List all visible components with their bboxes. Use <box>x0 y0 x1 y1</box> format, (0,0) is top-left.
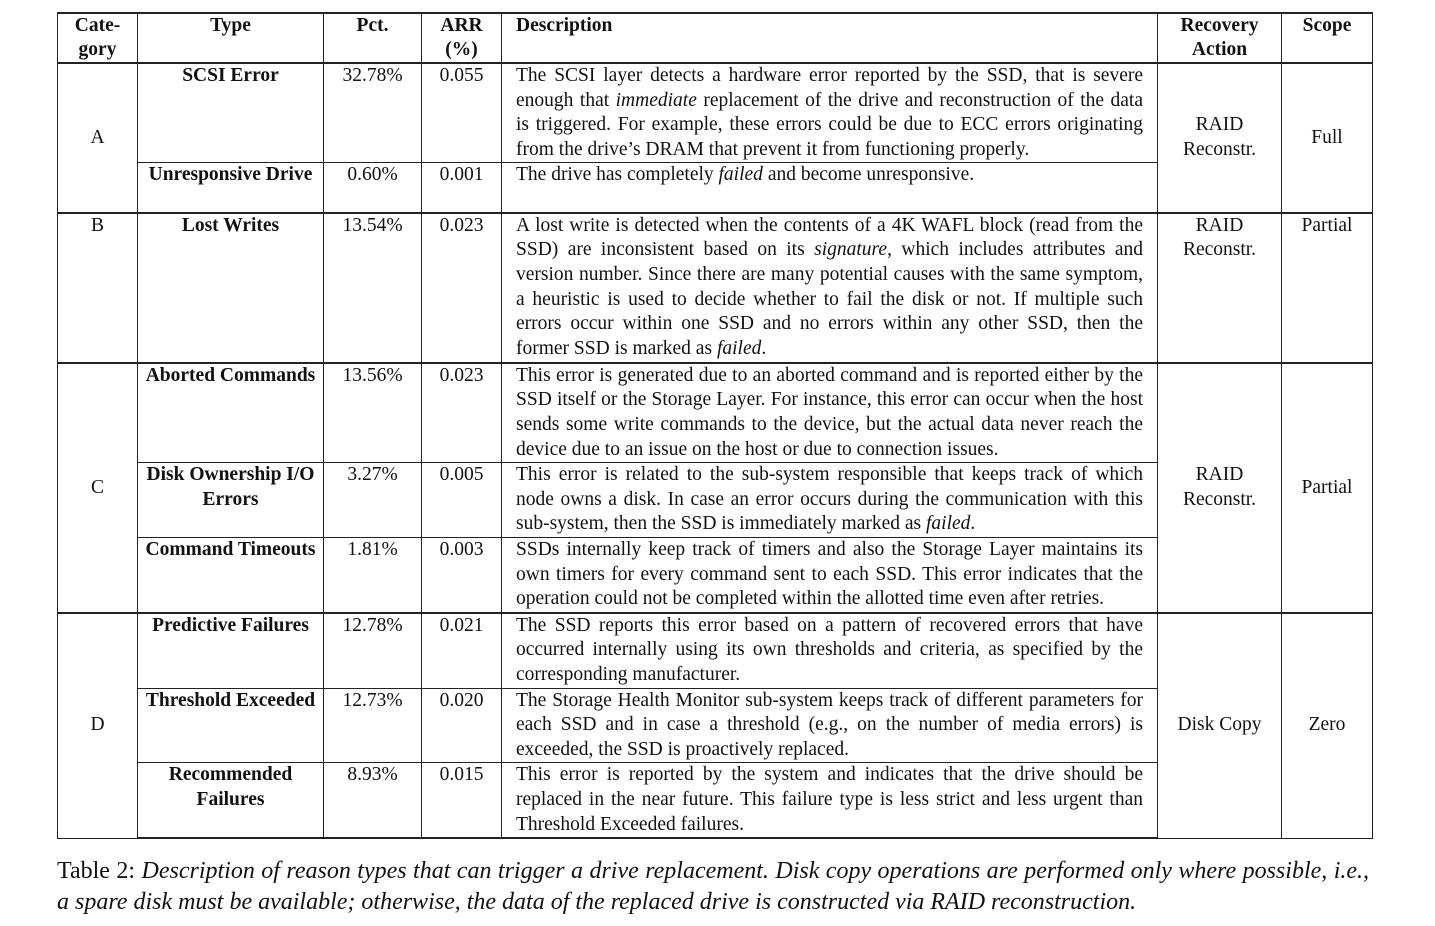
type-cell: Threshold Exceeded <box>138 688 324 763</box>
table-row <box>58 613 1373 688</box>
description-cell: This error is generated due to an aborted command and is reported either by the SSD itself or the Storage Layer. For instance, this error can occur when the host sends some write commands to the device, but the actual data never reach the device due to an issue on the host or due to connection issues. <box>502 363 1158 463</box>
type-cell: SCSI Error <box>138 63 324 163</box>
type-cell: Aborted Commands <box>138 363 324 463</box>
arr-cell: 0.055 <box>422 63 502 163</box>
type-cell: Command Timeouts <box>138 538 324 613</box>
pct-cell: 12.73% <box>324 688 422 763</box>
scope-cell: Full <box>1282 63 1373 213</box>
header-type: Type <box>138 13 324 63</box>
arr-cell: 0.003 <box>422 538 502 613</box>
description-cell: SSDs internally keep track of timers and also the Storage Layer maintains its own timers for every command sent to each SSD. This error indicates that the operation could not be completed within the allotted time even after retries. <box>502 538 1158 613</box>
header-row <box>58 13 1373 63</box>
table-caption <box>57 856 1369 918</box>
header-arr: ARR (%) <box>422 13 502 63</box>
recovery-action-cell: RAID Reconstr. <box>1158 63 1282 213</box>
arr-cell: 0.023 <box>422 213 502 363</box>
category-cell: C <box>58 363 138 613</box>
category-cell: B <box>58 213 138 363</box>
arr-cell: 0.005 <box>422 463 502 538</box>
recovery-action-cell: Disk Copy <box>1158 613 1282 838</box>
header-description: Description <box>502 13 1158 63</box>
type-cell: Disk Ownership I/O Errors <box>138 463 324 538</box>
arr-cell: 0.021 <box>422 613 502 688</box>
table-row <box>58 63 1373 163</box>
arr-cell: 0.023 <box>422 363 502 463</box>
category-cell: D <box>58 613 138 838</box>
description-cell: The SSD reports this error based on a pattern of recovered errors that have occurred internally using its own thresholds and criteria, as specified by the corresponding manufacturer. <box>502 613 1158 688</box>
pct-cell: 13.56% <box>324 363 422 463</box>
header-scope: Scope <box>1282 13 1373 63</box>
arr-cell: 0.020 <box>422 688 502 763</box>
scope-cell: Partial <box>1282 363 1373 613</box>
scope-cell: Zero <box>1282 613 1373 838</box>
description-cell: This error is related to the sub-system responsible that keeps track of which node owns a disk. In case an error occurs during the communication with this sub-system, then the SSD is immediately marked as failed. <box>502 463 1158 538</box>
description-cell: A lost write is detected when the contents of a 4K WAFL block (read from the SSD) are inconsistent based on its signature, which includes attributes and version number. Since there are many potential causes with the same symptom, a heuristic is used to decide whether to fail the disk or not. If multiple such errors occur within one SSD and no errors within any other SSD, then the former SSD is marked as failed. <box>502 213 1158 363</box>
pct-cell: 1.81% <box>324 538 422 613</box>
table-row <box>58 213 1373 363</box>
header-pct: Pct. <box>324 13 422 63</box>
type-cell: Recommended Failures <box>138 763 324 838</box>
caption-text: Description of reason types that can trigger a drive replacement. Disk copy operations are performed only where possible, i.e., a spare disk must be available; otherwise, the data of the replaced drive is constructed via RAID reconstruction. <box>57 858 1370 915</box>
recovery-action-cell: RAID Reconstr. <box>1158 213 1282 363</box>
pct-cell: 12.78% <box>324 613 422 688</box>
type-cell: Predictive Failures <box>138 613 324 688</box>
recovery-action-cell: RAID Reconstr. <box>1158 363 1282 613</box>
scope-cell: Partial <box>1282 213 1373 363</box>
caption-label: Table 2: <box>57 858 136 884</box>
category-cell: A <box>58 63 138 213</box>
type-cell: Lost Writes <box>138 213 324 363</box>
pct-cell: 0.60% <box>324 163 422 213</box>
arr-cell: 0.015 <box>422 763 502 838</box>
pct-cell: 13.54% <box>324 213 422 363</box>
description-cell: This error is reported by the system and indicates that the drive should be replaced in the near future. This failure type is less strict and less urgent than Threshold Exceeded failures. <box>502 763 1158 838</box>
reason-types-table <box>57 12 1373 839</box>
description-cell: The SCSI layer detects a hardware error reported by the SSD, that is severe enough that immediate replacement of the drive and reconstruction of the data is triggered. For example, these errors could be due to ECC errors originating from the drive’s DRAM that prevent it from functioning properly. <box>502 63 1158 163</box>
pct-cell: 3.27% <box>324 463 422 538</box>
description-cell: The drive has completely failed and become unresponsive. <box>502 163 1158 213</box>
header-recovery-action: Recovery Action <box>1158 13 1282 63</box>
arr-cell: 0.001 <box>422 163 502 213</box>
pct-cell: 32.78% <box>324 63 422 163</box>
pct-cell: 8.93% <box>324 763 422 838</box>
type-cell: Unresponsive Drive <box>138 163 324 213</box>
header-category: Cate- gory <box>58 13 138 63</box>
description-cell: The Storage Health Monitor sub-system keeps track of different parameters for each SSD and in case a threshold (e.g., on the number of media errors) is exceeded, the SSD is proactively replaced. <box>502 688 1158 763</box>
table-row <box>58 363 1373 463</box>
